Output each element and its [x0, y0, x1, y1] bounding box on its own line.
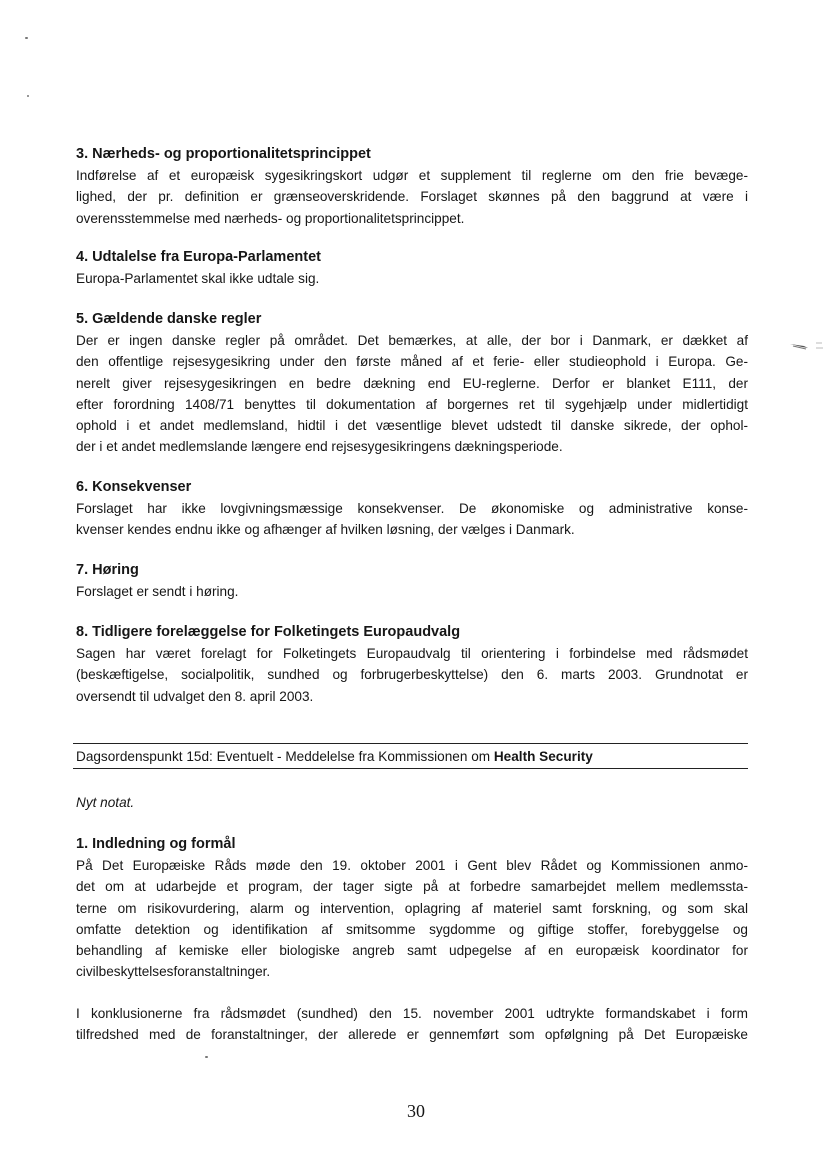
paragraph-line: det om at udarbejde et program, der tager sigte på at forbedre samarbejdet mellem medlemssta- — [76, 879, 748, 895]
section-5 — [76, 309, 748, 458]
note-text: Nyt notat. — [76, 795, 135, 810]
agenda-item — [76, 747, 748, 767]
section-heading: 7. Høring — [76, 562, 139, 578]
scan-speck — [205, 1056, 208, 1058]
paragraph-line: kvenser kendes endnu ikke og afhænger af hvilken løsning, der vælges i Danmark. — [76, 522, 575, 538]
paragraph-line: På Det Europæiske Råds møde den 19. oktober 2001 i Gent blev Rådet og Kommissionen anmo- — [76, 858, 748, 873]
section-3 — [76, 144, 748, 229]
paragraph-line: civilbeskyttelsesforanstaltninger. — [76, 964, 271, 980]
paragraph-line: (beskæftigelse, socialpolitik, sundhed og forbrugerbeskyttelse) den 6. marts 2003. Grundnotat er — [76, 667, 748, 683]
scan-speck — [27, 95, 29, 97]
paragraph-line: behandling af kemiske eller biologiske angreb samt udpegelse af en europæisk koordinator for — [76, 943, 748, 959]
section-heading: 6. Konsekvenser — [76, 479, 192, 495]
section-1 — [76, 834, 748, 983]
paragraph-line: oversendt til udvalget den 8. april 2003. — [76, 688, 314, 704]
agenda-text: Dagsordenspunkt 15d: Eventuelt - Meddelelse fra Kommissionen om — [76, 749, 494, 764]
section-8 — [76, 622, 748, 707]
paragraph-line: terne om risikovurdering, alarm og intervention, oplagring af materiel samt forskning, og som skal — [76, 900, 748, 916]
page-number: 30 — [407, 1101, 425, 1121]
paragraph-line: I konklusionerne fra rådsmødet (sundhed) den 15. november 2001 udtrykte formandskabet i form — [76, 1006, 748, 1021]
paragraph-line: overensstemmelse med nærheds- og proportionalitetsprincippet. — [76, 210, 465, 226]
scan-speck — [25, 37, 28, 39]
paragraph-line: Indførelse af et europæisk sygesikringskort udgør et supplement til reglerne om den frie bevæge- — [76, 168, 748, 183]
paragraph-line: den offentlige rejsesygesikring under den første måned af et ferie- eller studieophold i Europa. Ge- — [76, 354, 748, 370]
section-7 — [76, 560, 748, 602]
paragraph-line: lighed, der pr. definition er grænseoverskridende. Forslaget skønnes på den baggrund at være i — [76, 189, 748, 205]
paragraph-line: Der er ingen danske regler på området. Det bemærkes, at alle, der bor i Danmark, er dækket af — [76, 333, 748, 348]
paragraph-line: nerelt giver rejsesygesikringen en bedre dækning end EU-reglerne. Derfor er blanket E111, der — [76, 375, 748, 391]
section-heading: 1. Indledning og formål — [76, 836, 236, 852]
paragraph-line: Europa-Parlamentet skal ikke udtale sig. — [76, 271, 320, 286]
paragraph-line: ophold i et andet medlemsland, hidtil i det væsentlige blevet udstedt til danske sikrede, der ophol- — [76, 418, 748, 434]
section-6 — [76, 477, 748, 541]
paragraph-line: Forslaget er sendt i høring. — [76, 584, 239, 599]
section-heading: 3. Nærheds- og proportionalitetsprincippet — [76, 146, 371, 162]
paragraph-line: Forslaget har ikke lovgivningsmæssige konsekvenser. De økonomiske og administrative konse- — [76, 501, 748, 516]
agenda-title-bold: Health Security — [493, 749, 593, 764]
top-rule — [73, 743, 748, 744]
paragraph-line: Sagen har været forelagt for Folketingets Europaudvalg til orientering i forbindelse med rådsmødet — [76, 646, 748, 661]
section-4 — [76, 247, 748, 289]
section-heading: 4. Udtalelse fra Europa-Parlamentet — [76, 249, 321, 265]
bottom-rule — [73, 768, 748, 769]
paragraph-line: der i et andet medlemslande længere end rejsesygesikringens dækningsperiode. — [76, 439, 563, 455]
conclusion-paragraph — [76, 1003, 748, 1046]
section-heading: 5. Gældende danske regler — [76, 311, 262, 327]
paragraph-line: omfatte detektion og identifikation af smitsomme sygdomme og giftige stoffer, forebyggelse og — [76, 921, 748, 937]
scan-artifact — [790, 340, 826, 354]
paragraph-line: efter forordning 1408/71 benyttes til dokumentation af borgernes ret til sygehjælp under midlertidigt — [76, 396, 748, 412]
paragraph-line: tilfredshed med de foranstaltninger, der allerede er gennemført som opfølgning på Det Europæiske — [76, 1027, 748, 1043]
section-heading: 8. Tidligere forelæggelse for Folketingets Europaudvalg — [76, 624, 461, 640]
note-block — [76, 793, 748, 813]
